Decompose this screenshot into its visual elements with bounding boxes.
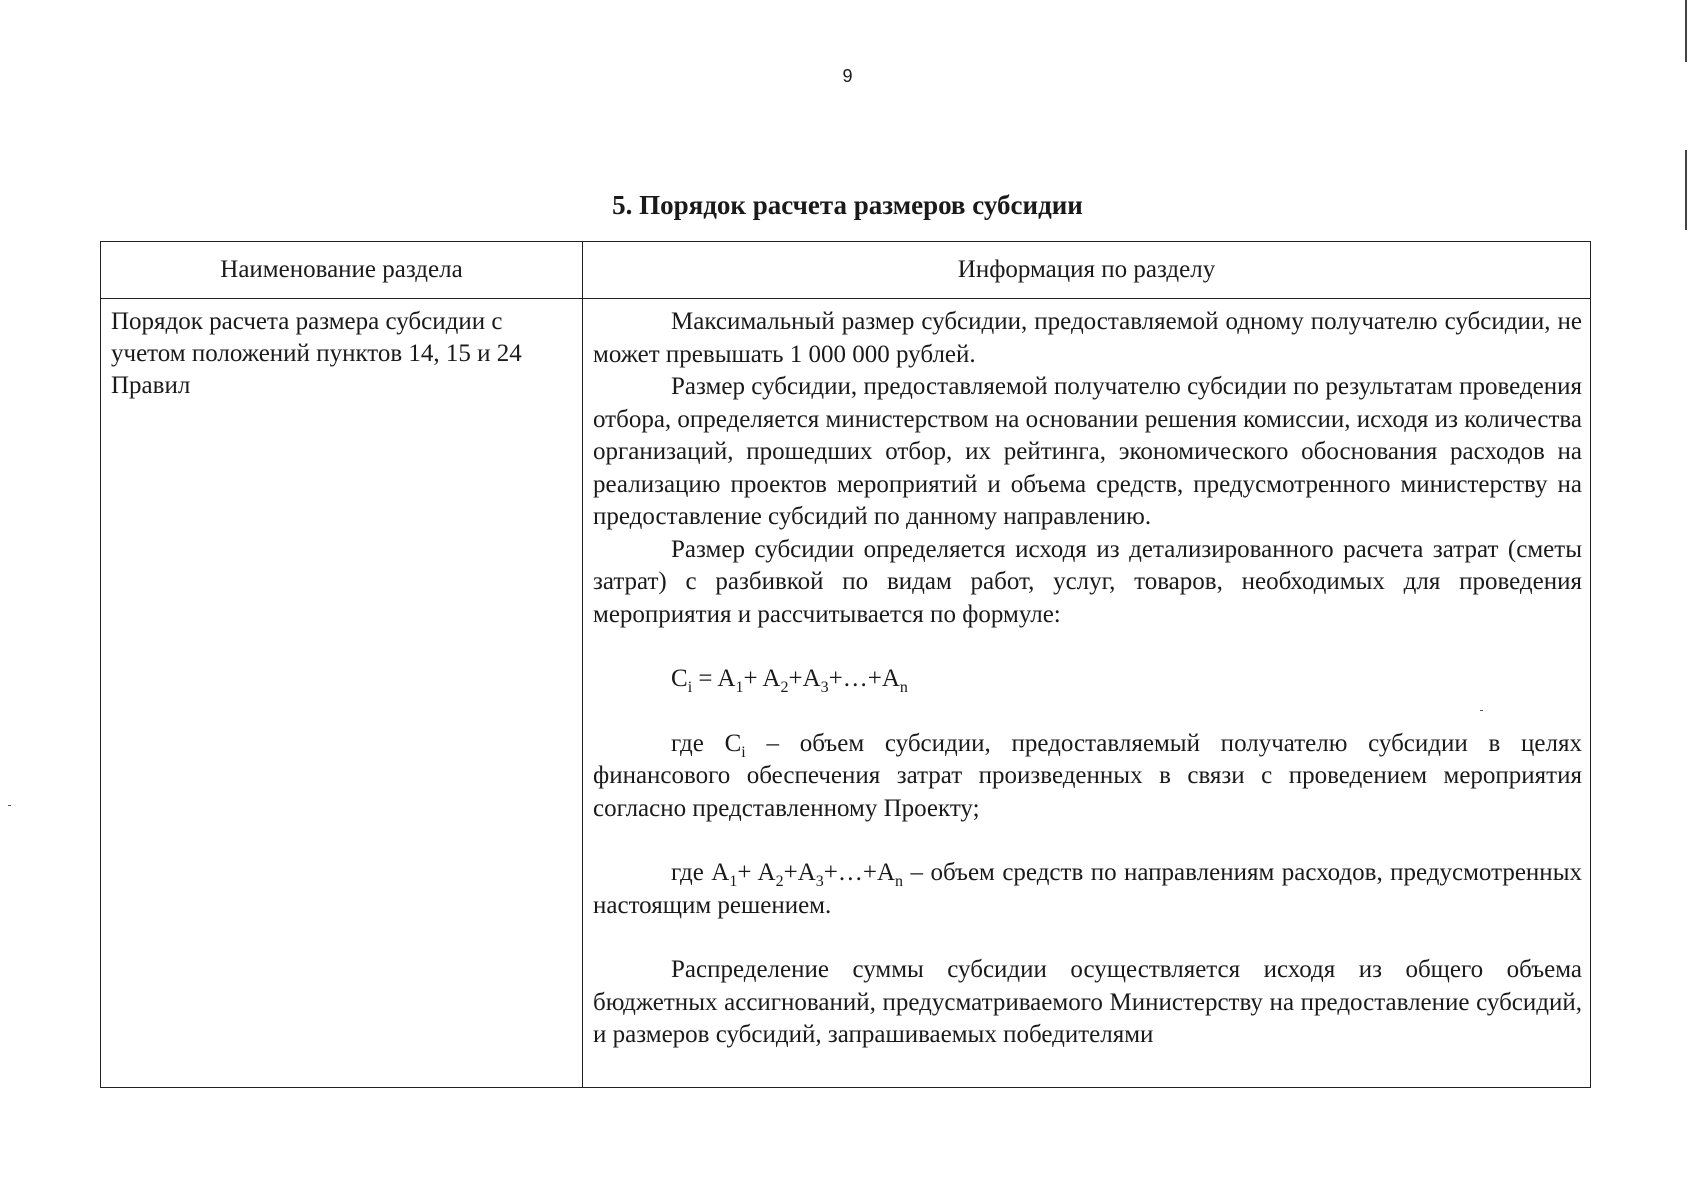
- table-header-row: [101, 242, 1591, 299]
- scan-dot: [1480, 710, 1483, 711]
- page-number: 9: [842, 66, 853, 86]
- scan-margin-mark: [1685, 0, 1687, 62]
- paragraph-size-determination: Размер субсидии, предоставляемой получателю субсидии по результатам проведения отбора, определяется министерством на основании решения комиссии, исходя из количества организаций, прошедших отбор, их рейтинга, экономического обоснования расходов на реализацию проектов мероприятий и объема средств, предусмотренного министерству на предоставление субсидий по данному направлению.: [593, 373, 1582, 530]
- paragraph-max-size: Максимальный размер субсидии, предоставляемой одному получателю субсидии, не может превышать 1 000 000 рублей.: [593, 308, 1582, 368]
- section-info-cell: [583, 299, 1591, 1088]
- scan-dot: [8, 805, 11, 806]
- section-title: 5. Порядок расчета размеров субсидии: [612, 190, 1083, 220]
- paragraph-where-a: где $A_1+$ $A_2+A_3+\dots+A_n$ – объем средств по направлениям расходов, предусмотренных настоящим решением.: [593, 859, 1582, 919]
- subsidy-calculation-table: [100, 241, 1591, 1088]
- header-section-info: Информация по разделу: [583, 242, 1591, 299]
- paragraph-calculation-basis: Размер субсидии определяется исходя из детализированного расчета затрат (сметы затрат) с разбивкой по видам работ, услуг, товаров, необходимых для проведения мероприятия и рассчитывается по формуле:: [593, 535, 1582, 628]
- header-section-name: Наименование раздела: [101, 242, 583, 299]
- scan-margin-mark: [1685, 150, 1687, 230]
- table-row: [101, 299, 1591, 1088]
- section-name-cell: Порядок расчета размера субсидии с учетом положений пунктов 14, 15 и 24 Правил: [101, 299, 583, 1088]
- subsidy-formula: $C_i = A_1+$ $A_2+A_3+\dots+A_n$: [671, 665, 908, 696]
- paragraph-distribution: Распределение суммы субсидии осуществляется исходя из общего объема бюджетных ассигнований, предусматриваемого Министерству на предоставление субсидий, и размеров субсидий, запрашиваемых победителями: [593, 956, 1582, 1048]
- paragraph-where-ci: где $C_i$ – объем субсидии, предоставляемый получателю субсидии в целях финансового обеспечения затрат произведенных в связи с проведением мероприятия согласно представленному Проекту;: [593, 729, 1583, 822]
